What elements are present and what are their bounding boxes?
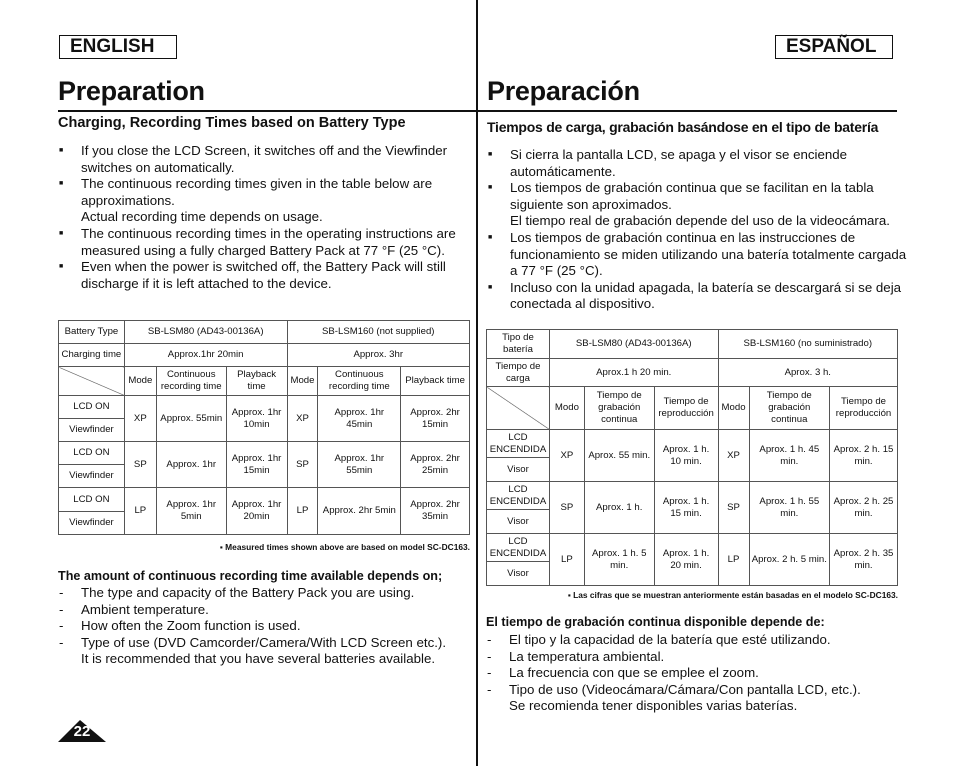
bullet-item: ■ The continuous recording times in the operating instructions are measured using a fully charged Battery Pack at 77 °F (25 °C). [57, 226, 472, 259]
battery-type-header: Battery Type [59, 321, 125, 344]
battery-1-charging-time: Approx.1hr 20min [124, 344, 287, 367]
battery-table [486, 329, 898, 586]
mode-header: Mode [124, 367, 156, 396]
viewfinder-label: Viewfinder [59, 512, 125, 535]
page-number-badge [58, 720, 106, 742]
battery-1-header: SB-LSM80 (AD43-00136A) [549, 330, 718, 359]
battery-1-charging-time: Aprox.1 h 20 min. [549, 359, 718, 387]
title-rule [58, 110, 477, 112]
bullet-item: ■ If you close the LCD Screen, it switches off and the Viewfinder switches on automatically. [57, 143, 472, 176]
table-row: LCD ON LP Approx. 1hr 5min Approx. 1hr 20min LP Approx. 2hr 5min Approx. 2hr 35min [59, 488, 470, 512]
playback-header: Playback time [401, 367, 470, 396]
battery-2-header: SB-LSM160 (not supplied) [287, 321, 470, 344]
viewfinder-label: Visor [487, 562, 550, 586]
diagonal-header-cell [59, 367, 125, 396]
battery-2-charging-time: Approx. 3hr [287, 344, 470, 367]
list-item: - El tipo y la capacidad de la batería que esté utilizando. [485, 632, 905, 649]
section-subtitle: Charging, Recording Times based on Battery Type [58, 115, 406, 131]
table-footnote: ▪ Las cifras que se muestran anteriormente están basadas en el modelo SC-DC163. [567, 590, 898, 600]
list-item: - La frecuencia con que se emplee el zoom. [485, 665, 905, 682]
continuous-header: Continuous recording time [318, 367, 401, 396]
dash-list [485, 632, 905, 715]
table-row: LCD ON SP Approx. 1hr Approx. 1hr 15min SP Approx. 1hr 55min Approx. 2hr 25min [59, 442, 470, 465]
lcd-on-label: LCD ON [59, 442, 125, 465]
lcd-on-label: LCD ENCENDIDA [487, 534, 550, 562]
list-item: - Type of use (DVD Camcorder/Camera/With LCD Screen etc.). It is recommended that you have several batteries available. [57, 635, 472, 668]
page-title: Preparation [58, 76, 205, 106]
continuous-header: Tiempo de grabación continua [749, 387, 830, 430]
battery-2-header: SB-LSM160 (no suministrado) [718, 330, 897, 359]
viewfinder-label: Visor [487, 458, 550, 482]
bullet-item: ■ Even when the power is switched off, the Battery Pack will still discharge if it is left attached to the device. [57, 259, 472, 292]
language-label-english: ENGLISH [59, 35, 177, 59]
viewfinder-label: Viewfinder [59, 419, 125, 442]
list-item: - La temperatura ambiental. [485, 649, 905, 666]
bullet-list [486, 147, 911, 313]
depends-heading: The amount of continuous recording time available depends on; [58, 569, 443, 583]
depends-heading: El tiempo de grabación continua disponible depende de: [486, 615, 825, 629]
list-item: - How often the Zoom function is used. [57, 618, 472, 635]
list-item: - Tipo de uso (Videocámara/Cámara/Con pantalla LCD, etc.). Se recomienda tener disponibles varias baterías. [485, 682, 905, 715]
table-row: LCD ENCENDIDA SP Aprox. 1 h. Aprox. 1 h. 15 min. SP Aprox. 1 h. 55 min. Aprox. 2 h. 25 min. [487, 482, 898, 510]
list-item: - Ambient temperature. [57, 602, 472, 619]
viewfinder-label: Viewfinder [59, 465, 125, 488]
spanish-column [478, 0, 954, 766]
battery-2-charging-time: Aprox. 3 h. [718, 359, 897, 387]
table-footnote: ▪ Measured times shown above are based on model SC-DC163. [219, 542, 470, 552]
mode-header: Modo [549, 387, 584, 430]
charging-time-header: Charging time [59, 344, 125, 367]
diagonal-header-cell [487, 387, 550, 430]
list-item: - The type and capacity of the Battery Pack you are using. [57, 585, 472, 602]
bullet-item: ■ Si cierra la pantalla LCD, se apaga y el visor se enciende automáticamente. [486, 147, 911, 180]
language-label-spanish: ESPAÑOL [775, 35, 893, 59]
mode-header: Mode [287, 367, 318, 396]
lcd-on-label: LCD ENCENDIDA [487, 430, 550, 458]
table-row: LCD ON XP Approx. 55min Approx. 1hr 10min XP Approx. 1hr 45min Approx. 2hr 15min [59, 396, 470, 419]
continuous-header: Tiempo de grabación continua [584, 387, 654, 430]
viewfinder-label: Visor [487, 510, 550, 534]
bullet-item: ■ Los tiempos de grabación continua que se facilitan en la tabla siguiente son aproximados. El tiempo real de grabación depende del uso de la videocámara. [486, 180, 911, 230]
table-row: LCD ENCENDIDA LP Aprox. 1 h. 5 min. Aprox. 1 h. 20 min. LP Aprox. 2 h. 5 min. Aprox. 2 h. 35 min. [487, 534, 898, 562]
battery-type-header: Tipo de batería [487, 330, 550, 359]
page-number: 22 [73, 723, 91, 740]
bullet-item: ■ Los tiempos de grabación continua en las instrucciones de funcionamiento se miden utilizando una batería totalmente cargada a 77 °F (25 °C). [486, 230, 911, 280]
bullet-list [57, 143, 472, 292]
battery-table [58, 320, 470, 535]
dash-list [57, 585, 472, 668]
lcd-on-label: LCD ON [59, 488, 125, 512]
playback-header: Playback time [226, 367, 287, 396]
playback-header: Tiempo de reproducción [830, 387, 898, 430]
lcd-on-label: LCD ON [59, 396, 125, 419]
continuous-header: Continuous recording time [156, 367, 226, 396]
playback-header: Tiempo de reproducción [654, 387, 718, 430]
mode-header: Modo [718, 387, 749, 430]
title-rule [478, 110, 897, 112]
bullet-item: ■ The continuous recording times given in the table below are approximations. Actual recording time depends on usage. [57, 176, 472, 226]
lcd-on-label: LCD ENCENDIDA [487, 482, 550, 510]
battery-1-header: SB-LSM80 (AD43-00136A) [124, 321, 287, 344]
bullet-item: ■ Incluso con la unidad apagada, la batería se descargará si se deja conectada al dispositivo. [486, 280, 911, 313]
page-title: Preparación [487, 76, 640, 106]
table-row: LCD ENCENDIDA XP Aprox. 55 min. Aprox. 1 h. 10 min. XP Aprox. 1 h. 45 min. Aprox. 2 h. 15 min. [487, 430, 898, 458]
charging-time-header: Tiempo de carga [487, 359, 550, 387]
section-subtitle: Tiempos de carga, grabación basándose en el tipo de batería [487, 119, 879, 135]
